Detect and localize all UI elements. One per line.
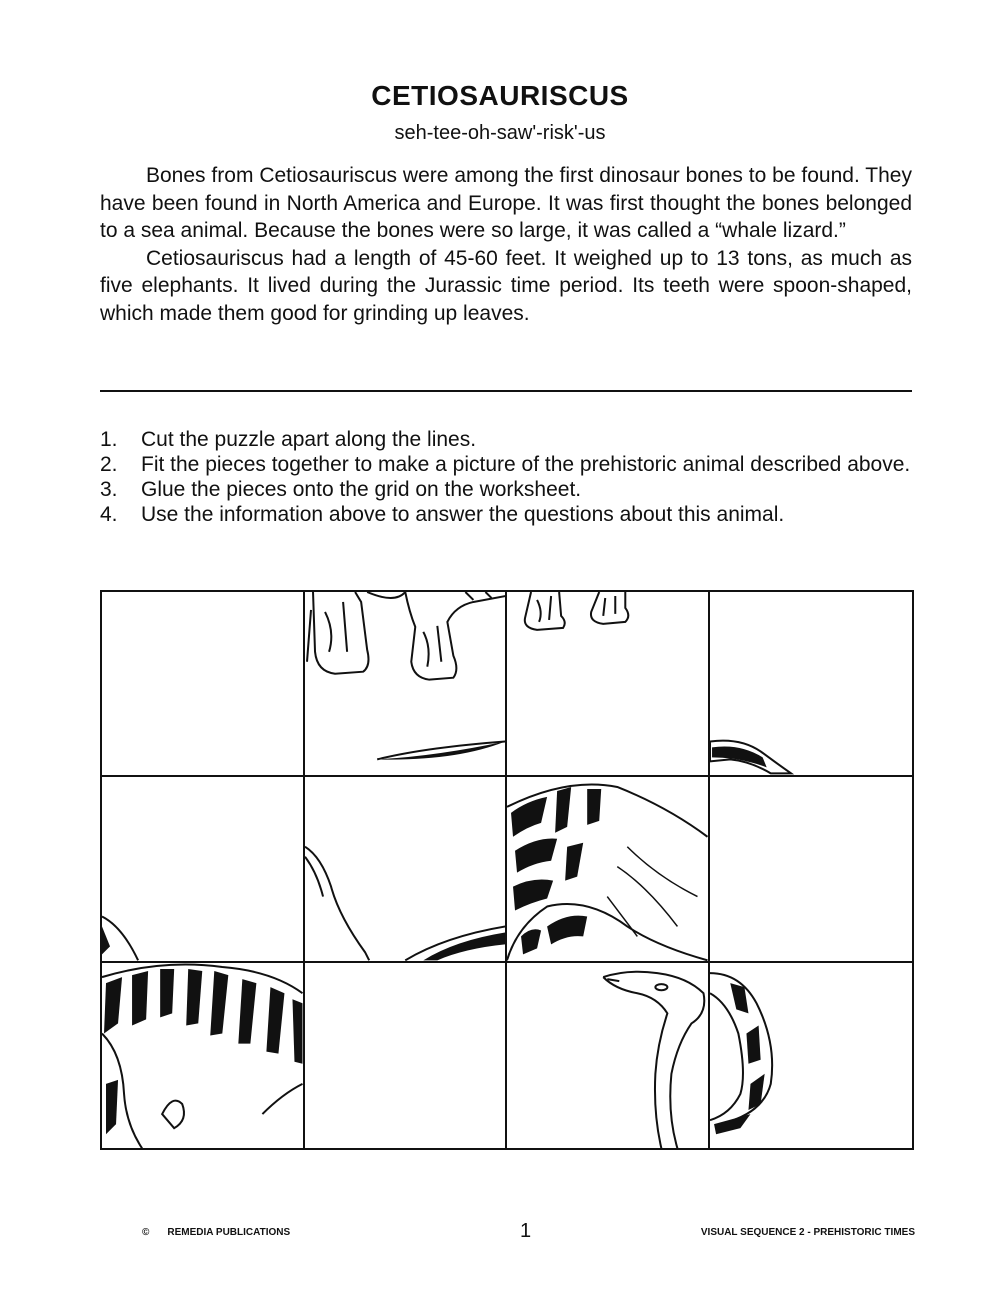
dinosaur-striped-back-drawing [507, 777, 708, 960]
divider-line [100, 390, 912, 392]
puzzle-piece-head[interactable] [507, 963, 710, 1148]
puzzle-piece-feet[interactable] [507, 592, 710, 777]
dinosaur-tail-drawing [710, 963, 913, 1148]
instruction-item: 4. Use the information above to answer the questions about this animal. [100, 503, 785, 526]
puzzle-piece-legs[interactable] [305, 592, 508, 777]
dinosaur-striped-body-drawing [102, 963, 303, 1148]
paragraph-1: Bones from Cetiosauriscus were among the first dinosaur bones to be found. They have been found in North America and Europe. It was first thought the bones belonged to a sea animal. Because the bones were so large, it was called a “whale lizard.” [100, 164, 912, 242]
puzzle-piece-tail[interactable] [710, 963, 913, 1148]
page-title: CETIOSAURISCUS [371, 80, 629, 111]
dinosaur-neck-drawing [305, 777, 506, 960]
series-title: VISUAL SEQUENCE 2 - PREHISTORIC TIMES [700, 1227, 915, 1238]
puzzle-piece-empty[interactable] [102, 777, 305, 962]
paragraph-2: Cetiosauriscus had a length of 45-60 feet. It weighed up to 13 tons, as much as five elephants. It lived during the Jurassic time period. Its teeth were spoon-shaped, which made them good for grinding up leaves. [100, 246, 912, 325]
page-footer [0, 1222, 1000, 1246]
puzzle-piece-tail-tip[interactable] [710, 592, 913, 777]
publisher-name: REMEDIA PUBLICATIONS [167, 1227, 291, 1238]
pronunciation: seh-tee-oh-saw'-risk'-us [394, 122, 606, 144]
instruction-item: 2. Fit the pieces together to make a picture of the prehistoric animal described above. [100, 453, 911, 476]
puzzle-piece-striped-back[interactable] [507, 777, 710, 962]
dinosaur-legs-drawing [305, 592, 506, 775]
instructions-list [100, 427, 912, 527]
copyright-symbol: © [142, 1227, 150, 1238]
dinosaur-head-drawing [507, 963, 708, 1148]
footer-publisher [142, 1227, 290, 1238]
puzzle-piece-neck-curve[interactable] [305, 777, 508, 962]
dinosaur-body-edge-drawing [102, 777, 303, 960]
puzzle-piece-empty[interactable] [305, 963, 508, 1148]
puzzle-piece-striped-body[interactable] [102, 963, 305, 1148]
puzzle-piece-empty[interactable] [102, 592, 305, 777]
dinosaur-tail-tip-drawing [710, 592, 913, 775]
instruction-item: 3. Glue the pieces onto the grid on the worksheet. [100, 478, 582, 501]
instruction-item: 1. Cut the puzzle apart along the lines. [100, 428, 477, 451]
page-number: 1 [520, 1220, 532, 1242]
puzzle-piece-empty[interactable] [710, 777, 913, 962]
description [100, 162, 912, 327]
dinosaur-feet-drawing [507, 592, 708, 775]
puzzle-grid [100, 590, 914, 1150]
